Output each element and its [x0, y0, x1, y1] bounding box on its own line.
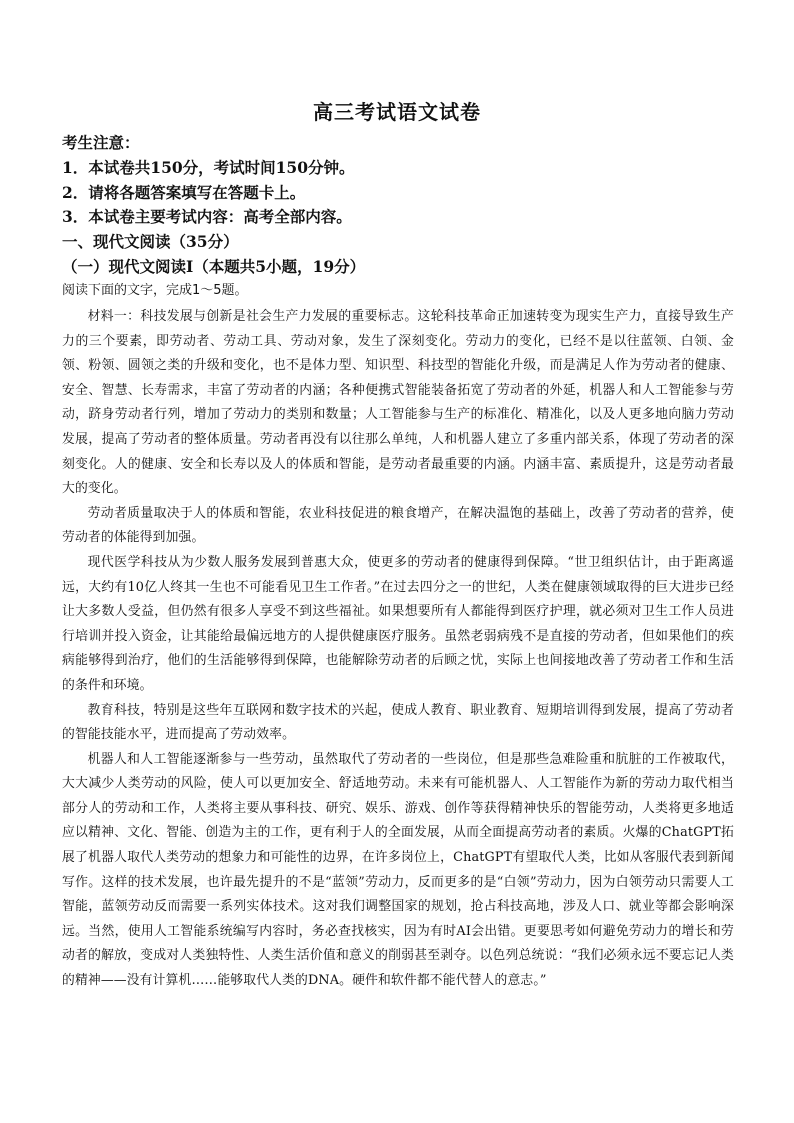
notice-item: 3．本试卷主要考试内容：高考全部内容。 — [62, 207, 352, 226]
exam-title: 高三考试语文试卷 — [313, 100, 481, 124]
notice-heading: 考生注意： — [62, 133, 140, 152]
reading-instruction: 阅读下面的文字，完成1～5题。 — [62, 283, 248, 298]
reading-passage — [62, 305, 734, 994]
notice-item: 2．请将各题答案填写在答题卡上。 — [62, 183, 306, 202]
passage-paragraph: 劳动者质量取决于人的体质和智能，农业科技促进的粮食增产，在解决温饱的基础上，改善了劳动者的营养，使劳动者的体能得到加强。 — [62, 505, 734, 546]
notice-item: 1．本试卷共150分，考试时间150分钟。 — [62, 158, 355, 177]
passage-paragraph: 教育科技，特别是这些年互联网和数字技术的兴起，使成人教育、职业教育、短期培训得到发展，提高了劳动者的智能技能水平，进而提高了劳动效率。 — [62, 702, 734, 743]
section-heading: 一、现代文阅读（35分） — [62, 232, 239, 251]
passage-paragraph: 材料一：科技发展与创新是社会生产力发展的重要标志。这轮科技革命正加速转变为现实生产力，直接导致生产力的三个要素，即劳动者、劳动工具、劳动对象，发生了深刻变化。劳动力的变化，已经不是以往蓝领、白领、金领、粉领、圆领之类的升级和变化，也不是体力型、知识型、科技型的智能化升级，而是满足人作为劳动者的健康、安全、智慧、长寿需求，丰富了劳动者的内涵；各种便携式智能装备拓宽了劳动者的外延，机器人和人工智能参与劳动，跻身劳动者行列，增加了劳动力的类别和数量；人工智能参与生产的标准化、精准化，以及人更多地向脑力劳动发展，提高了劳动者的整体质量。劳动者再没有以往那么单纯，人和机器人建立了多重内部关系，体现了劳动者的深刻变化。人的健康、安全和长寿以及人的体质和智能，是劳动者最重要的内涵。内涵丰富、素质提升，这是劳动者最大的变化。 — [62, 309, 734, 497]
subsection-heading: （一）现代文阅读Ⅰ（本题共5小题，19分） — [62, 257, 366, 276]
passage-paragraph: 现代医学科技从为少数人服务发展到普惠大众，使更多的劳动者的健康得到保障。“世卫组织估计，由于距离遥远，大约有10亿人终其一生也不可能看见卫生工作者。”在过去四分之一的世纪，人类在健康领域取得的巨大进步已经让大多数人受益，但仍然有很多人享受不到这些福祉。如果想要所有人都能得到医疗护理，就必须对卫生工作人员进行培训并投入资金，让其能给最偏远地方的人提供健康医疗服务。虽然老弱病残不是直接的劳动者，但如果他们的疾病能够得到治疗，他们的生活能够得到保障，也能解除劳动者的后顾之忧，实际上也间接地改善了劳动者工作和生活的条件和环境。 — [62, 554, 734, 693]
passage-paragraph: 机器人和人工智能逐渐参与一些劳动，虽然取代了劳动者的一些岗位，但是那些急难险重和肮脏的工作被取代，大大减少人类劳动的风险，使人可以更加安全、舒适地劳动。未来有可能机器人、人工智能作为新的劳动力取代相当部分人的劳动和工作，人类将主要从事科技、研究、娱乐、游戏、创作等获得精神快乐的智能劳动，人类将更多地适应以精神、文化、智能、创造为主的工作，更有利于人的全面发展，从而全面提高劳动者的素质。火爆的ChatGPT拓展了机器人取代人类劳动的想象力和可能性的边界，在许多岗位上，ChatGPT有望取代人类，比如从客服代表到新闻写作。这样的技术发展，也许最先提升的不是“蓝领”劳动力，反而更多的是“白领”劳动力，因为白领劳动只需要人工智能，蓝领劳动反而需要一系列实体技术。这对我们调整国家的规划，抢占科技高地，涉及人口、就业等都会影响深远。当然，使用人工智能系统编写内容时，务必查找核实，因为有时AI会出错。更要思考如何避免劳动力的增长和劳动者的解放，变成对人类独特性、人类生活价值和意义的削弱甚至剥夺。以色列总统说：“我们必须永远不要忘记人类的精神——没有计算机……能够取代人类的DNA。硬件和软件都不能代替人的意志。” — [62, 751, 734, 989]
